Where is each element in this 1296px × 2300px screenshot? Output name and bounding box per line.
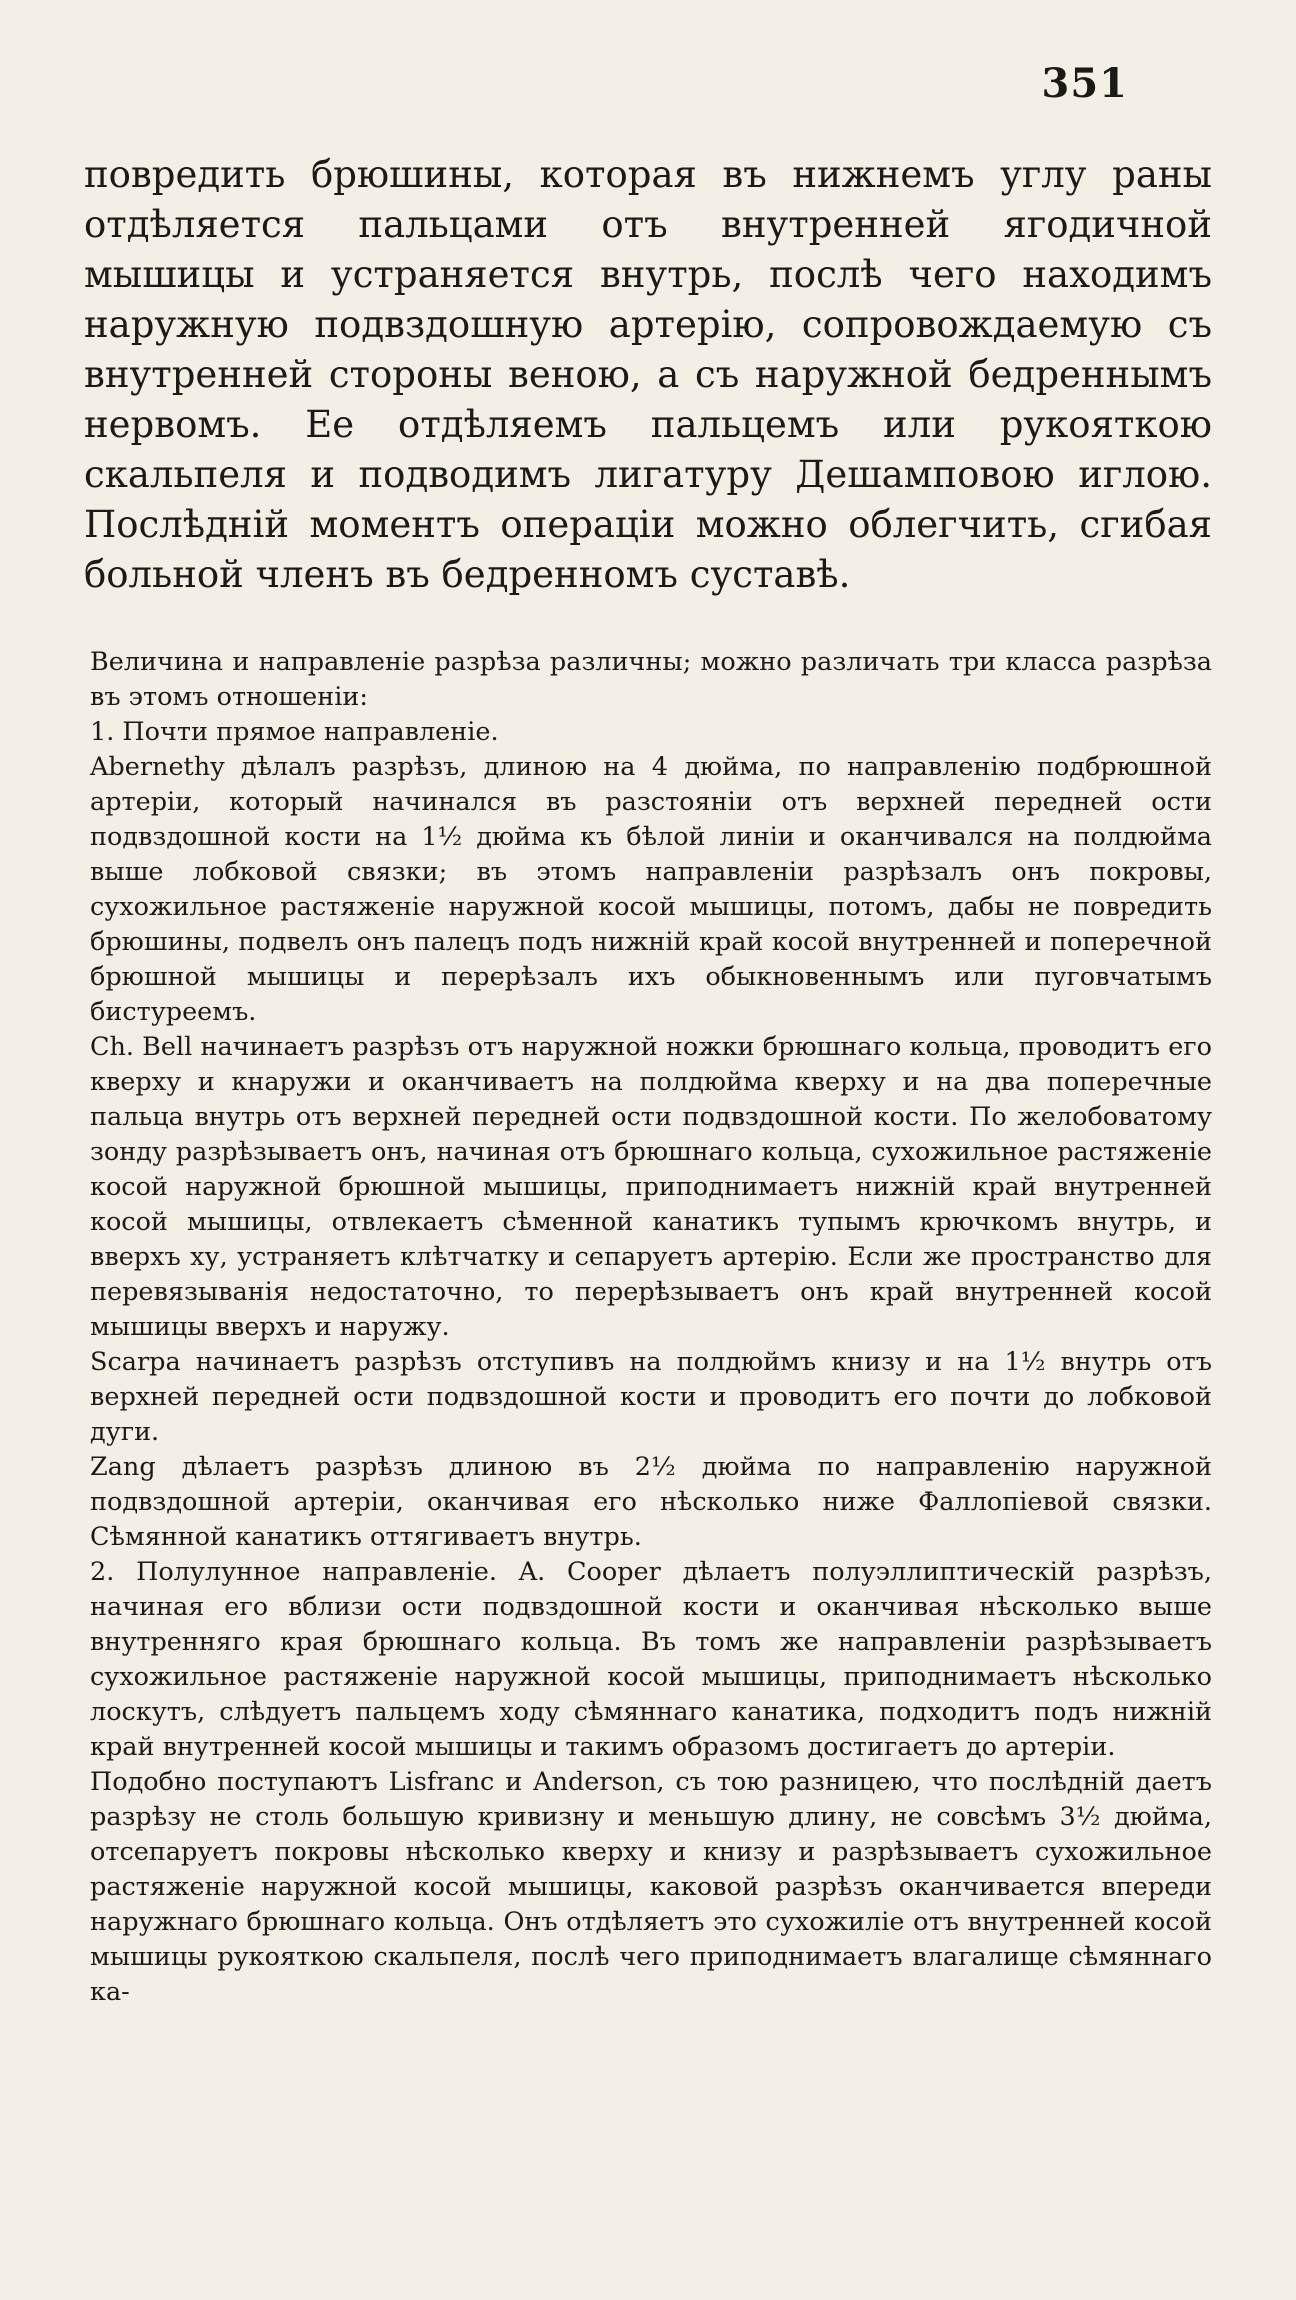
- zang-paragraph: Zang дѣлаетъ разрѣзъ длиною въ 2½ дюйма по направленію наружной подвздошной артеріи, оканчивая его нѣсколько ниже Фаллопіевой связки. Сѣмянной канатикъ оттягиваетъ внутрь.: [90, 1452, 1212, 1552]
- section-heading-straight: 1. Почти прямое направленіе.: [90, 717, 499, 747]
- scarpa-paragraph: Scarpa начинаетъ разрѣзъ отступивъ на полдюймъ книзу и на 1½ внутрь отъ верхней передней ости подвздошной кости и проводитъ его почти до лобковой дуги.: [90, 1347, 1212, 1447]
- bell-paragraph: Ch. Bell начинаетъ разрѣзъ отъ наружной ножки брюшнаго кольца, проводитъ его кверху и кнаружи и оканчиваетъ на полдюйма кверху и на два поперечные пальца внутрь отъ верхней передней ости подвздошной кости. По желобоватому зонду разрѣзываетъ онъ, начиная отъ брюшнаго кольца, сухожильное растяженіе косой наружной брюшной мышицы, приподнимаетъ нижній край внутренней косой мышицы, отвлекаетъ сѣменной канатикъ тупымъ крючкомъ внутрь, и вверхъ ху, устраняетъ клѣтчатку и сепаруетъ артерію. Если же пространство для перевязыванія недостаточно, то перерѣзываетъ онъ край внутренней косой мышицы вверхъ и наружу.: [90, 1032, 1212, 1342]
- intro-paragraph: Величина и направленіе разрѣза различны; можно различать три класса разрѣза въ этомъ отношеніи:: [90, 647, 1212, 712]
- lisfranc-anderson-paragraph: Подобно поступаютъ Lisfranc и Anderson, съ тою разницею, что послѣдній даетъ разрѣзу не столь большую кривизну и меньшую длину, не совсѣмъ 3½ дюйма, отсепаруетъ покровы нѣсколько кверху и книзу и разрѣзываетъ сухожильное растяженіе наружной косой мышицы, каковой разрѣзъ оканчивается впереди наружнаго брюшнаго кольца. Онъ отдѣляетъ это сухожиліе отъ внутренней косой мышицы рукояткою скальпеля, послѣ чего приподнимаетъ влагалище сѣмяннаго ка-: [90, 1767, 1212, 2007]
- page-number: 351: [1041, 60, 1128, 107]
- main-paragraph: повредить брюшины, которая въ нижнемъ углу раны отдѣляется пальцами отъ внутренней ягодичной мышицы и устраняется внутрь, послѣ чего находимъ наружную подвздошную артерію, сопровождаемую съ внутренней стороны веною, а съ наружной бедреннымъ нервомъ. Ее отдѣляемъ пальцемъ или рукояткою скальпеля и подводимъ лигатуру Дешамповою иглою. Послѣдній моментъ операціи можно облегчить, сгибая больной членъ въ бедренномъ суставѣ.: [84, 153, 1212, 596]
- small-print-section: [84, 645, 1212, 2010]
- abernethy-paragraph: Abernethy дѣлалъ разрѣзъ, длиною на 4 дюйма, по направленію подбрюшной артеріи, который начинался въ разстояніи отъ верхней передней ости подвздошной кости на 1½ дюйма къ бѣлой линіи и оканчивался на полдюйма выше лобковой связки; въ этомъ направленіи разрѣзалъ онъ покровы, сухожильное растяженіе наружной косой мышицы, потомъ, дабы не повредить брюшины, подвелъ онъ палецъ подъ нижній край косой внутренней и поперечной брюшной мышицы и перерѣзалъ ихъ обыкновеннымъ или пуговчатымъ бистуреемъ.: [90, 752, 1212, 1027]
- cooper-paragraph: 2. Полулунное направленіе. A. Cooper дѣлаетъ полуэллиптическій разрѣзъ, начиная его вблизи ости подвздошной кости и оканчивая нѣсколько выше внутренняго края брюшнаго кольца. Въ томъ же направленіи разрѣзываетъ сухожильное растяженіе наружной косой мышицы, приподнимаетъ нѣсколько лоскутъ, слѣдуетъ пальцемъ ходу сѣмяннаго канатика, подходитъ подъ нижній край внутренней косой мышицы и такимъ образомъ достигаетъ до артеріи.: [90, 1557, 1212, 1762]
